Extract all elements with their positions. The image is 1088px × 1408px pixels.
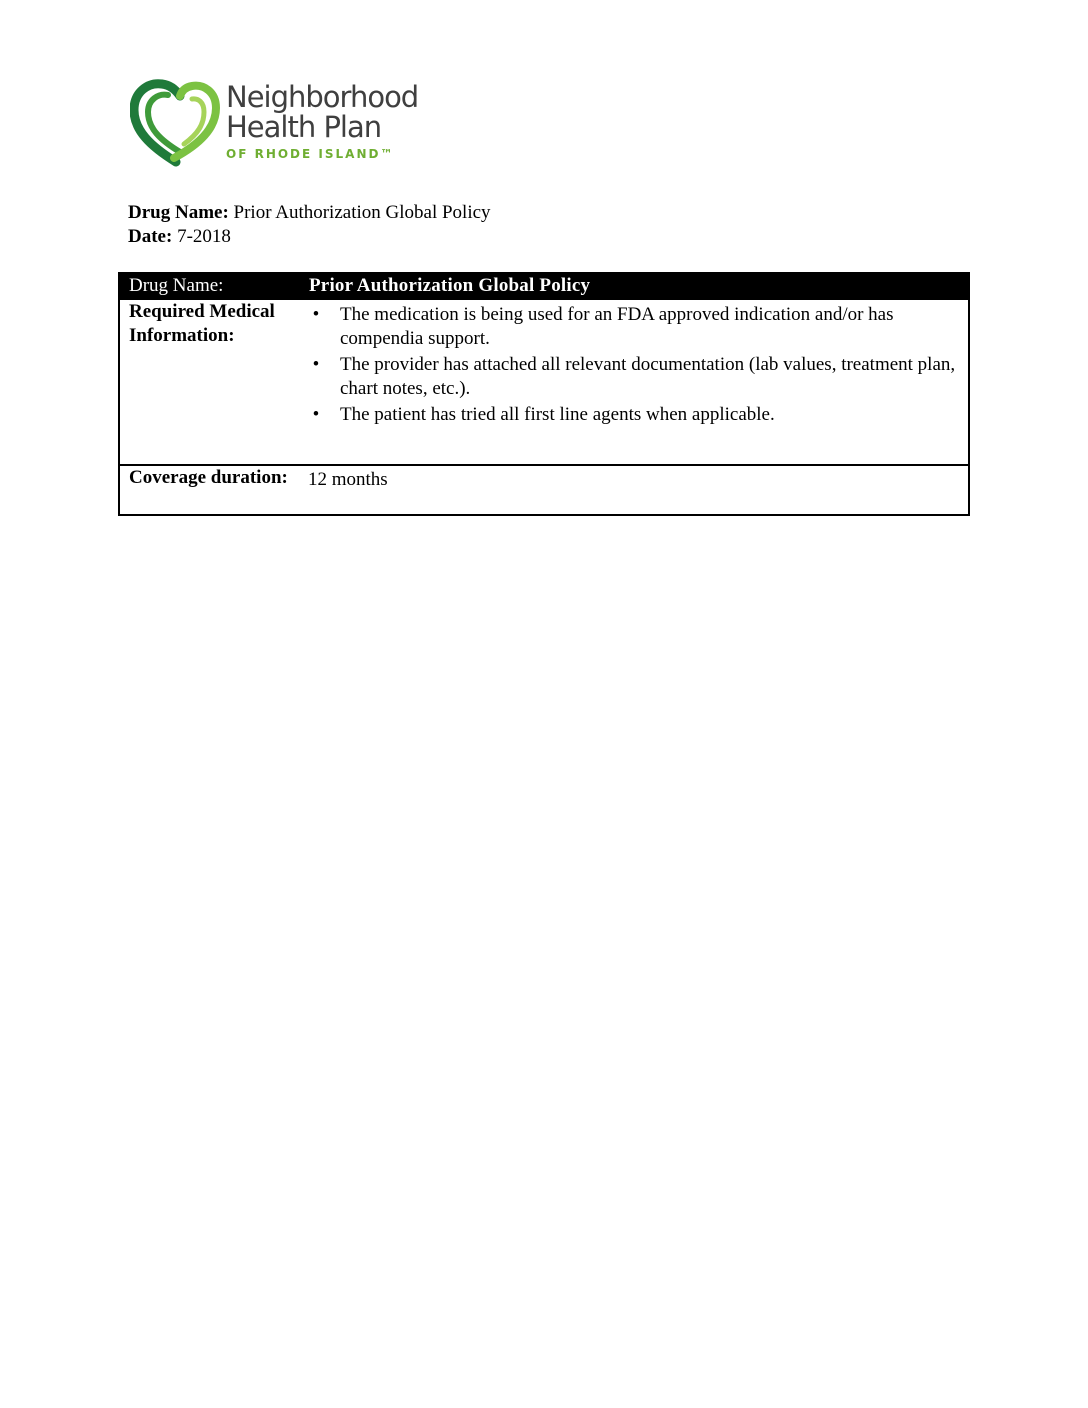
logo-line-3: OF RHODE ISLAND™ [226,147,395,161]
logo-text [226,82,418,163]
header-label-cell: Drug Name: [119,273,298,299]
required-info-label: Required Medical Information: [119,299,298,465]
coverage-value: 12 months [308,469,388,490]
heart-logo-icon [130,78,222,168]
policy-table [118,272,970,516]
coverage-label: Coverage duration: [119,465,298,515]
drug-name-label: Drug Name: [128,202,229,223]
criteria-text: The patient has tried all first line agents when applicable. [340,404,775,425]
required-info-row [119,299,969,465]
criteria-text: The medication is being used for an FDA approved indication and/or has compendia support. [340,304,894,349]
list-item [308,353,956,401]
drug-name-value: Prior Authorization Global Policy [233,202,491,223]
logo-line-1: Neighborhood [226,80,419,114]
list-item [308,403,956,427]
coverage-value-cell [298,465,969,515]
table-header-row [119,273,969,299]
date-line [128,225,491,249]
coverage-row [119,465,969,515]
drug-name-line [128,201,491,225]
header-value-cell: Prior Authorization Global Policy [298,273,969,299]
logo [130,78,440,170]
bullet-icon: • [312,304,320,325]
criteria-list [308,303,956,427]
document-meta [128,201,491,249]
date-label: Date: [128,226,173,247]
required-info-content [298,299,969,465]
logo-line-2: Health Plan [226,110,382,144]
list-item [308,303,956,351]
date-value: 7-2018 [177,226,231,247]
bullet-icon: • [312,404,320,425]
criteria-text: The provider has attached all relevant documentation (lab values, treatment plan, chart notes, etc.). [340,354,956,399]
bullet-icon: • [312,354,320,375]
